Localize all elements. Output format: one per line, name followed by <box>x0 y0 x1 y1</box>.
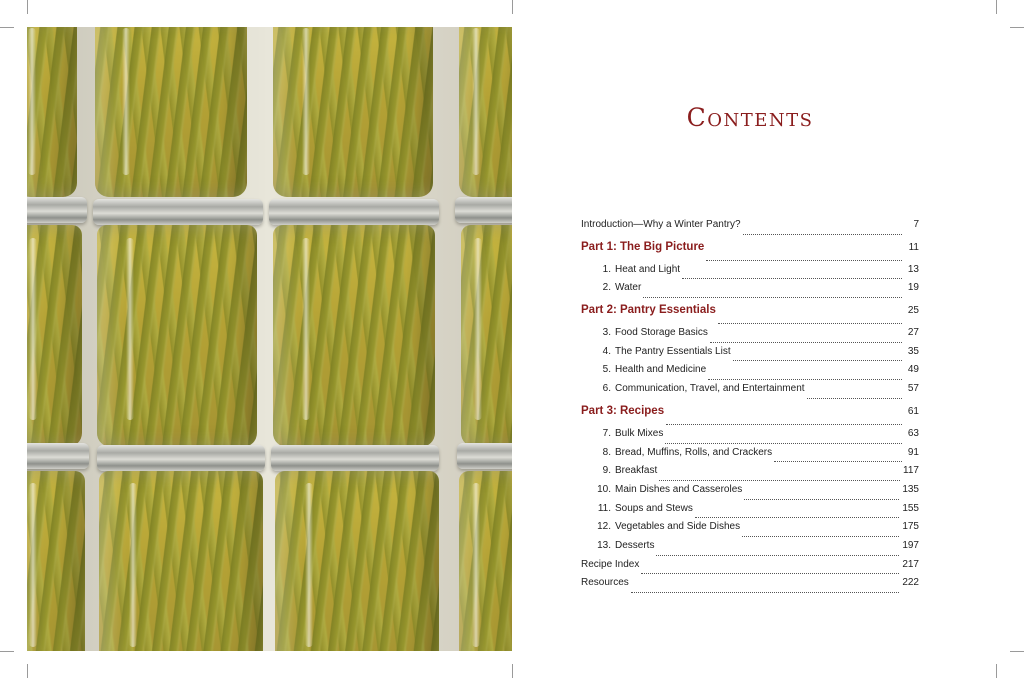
dot-leader <box>743 226 902 235</box>
toc-page-number: 217 <box>902 558 919 570</box>
toc-page-number: 222 <box>902 577 919 589</box>
toc-entry-number: 1. <box>602 263 611 275</box>
dot-leader <box>682 270 902 279</box>
toc-entry-label: Bulk Mixes <box>615 427 664 439</box>
toc-page-number: 19 <box>907 282 919 294</box>
crop-mark <box>0 651 14 652</box>
dot-leader <box>807 390 902 399</box>
toc-page-number: 91 <box>907 446 919 458</box>
jar-rim <box>269 199 439 225</box>
crop-mark <box>27 0 28 14</box>
dot-leader <box>666 416 902 425</box>
toc-entry-row <box>581 282 919 301</box>
jar-rim <box>27 197 87 223</box>
dot-leader <box>733 352 902 361</box>
page-title: Contents <box>686 102 814 132</box>
jar <box>461 225 512 447</box>
toc-entry-label: Resources <box>581 577 629 589</box>
jars-photo <box>27 27 512 651</box>
dot-leader <box>718 315 902 324</box>
toc-entry-label: Breakfast <box>615 465 658 477</box>
toc-entry-number: 13. <box>597 539 611 551</box>
jar <box>95 27 247 197</box>
toc-entry-number: 3. <box>602 327 611 339</box>
jar <box>27 27 77 197</box>
crop-mark <box>996 664 997 678</box>
dot-leader <box>631 584 900 593</box>
dot-leader <box>643 289 902 298</box>
toc-page-number: 11 <box>908 241 919 253</box>
dot-leader <box>706 252 902 261</box>
crop-mark <box>996 0 997 14</box>
toc-page-number: 27 <box>907 327 919 339</box>
toc-part-row <box>581 402 919 428</box>
toc-page-number: 175 <box>902 521 919 533</box>
toc-entry-label: Soups and Stews <box>615 502 693 514</box>
toc-part-row <box>581 301 919 327</box>
toc-entry-row <box>581 521 919 540</box>
toc-entry-number: 8. <box>602 446 611 458</box>
crop-mark <box>0 27 14 28</box>
toc-page-number: 49 <box>907 364 919 376</box>
crop-mark <box>512 0 513 14</box>
dot-leader <box>742 528 899 537</box>
toc-page-number: 25 <box>907 305 919 317</box>
dot-leader <box>774 453 902 462</box>
toc-entry-row <box>581 447 919 466</box>
crop-mark <box>1010 27 1024 28</box>
toc-entry-number: 9. <box>602 465 611 477</box>
toc-entry-row <box>581 346 919 365</box>
toc-entry-row <box>581 484 919 503</box>
dot-leader <box>710 334 902 343</box>
toc-page-number: 117 <box>903 465 919 477</box>
toc-page-number: 7 <box>913 219 919 230</box>
jar-rim <box>271 445 439 471</box>
toc-entry-number: 11. <box>597 502 611 514</box>
toc-entry-number: 7. <box>602 427 611 439</box>
jar <box>27 225 82 447</box>
toc-entry-row <box>581 364 919 383</box>
toc-entry-label: Part 3: Recipes <box>581 404 665 417</box>
toc-entry-label: Bread, Muffins, Rolls, and Crackers <box>615 446 773 458</box>
dot-leader <box>659 472 900 481</box>
table-of-contents <box>581 219 919 596</box>
crop-mark <box>512 664 513 678</box>
toc-page-number: 155 <box>902 502 919 514</box>
jar-rim <box>27 443 89 469</box>
toc-page-number: 61 <box>907 405 919 417</box>
toc-entry-label: Water <box>615 282 642 294</box>
toc-entry-label: Desserts <box>615 539 655 551</box>
jar <box>99 471 263 651</box>
toc-entry-label: The Pantry Essentials List <box>615 345 731 357</box>
dot-leader <box>744 491 899 500</box>
jar <box>275 471 439 651</box>
toc-entry-row <box>581 540 919 559</box>
toc-entry-number: 10. <box>597 483 611 495</box>
toc-page-number: 35 <box>907 345 919 357</box>
toc-entry-row <box>581 383 919 402</box>
toc-page-number: 135 <box>902 483 919 495</box>
crop-mark <box>27 664 28 678</box>
toc-entry-row <box>581 219 919 238</box>
dot-leader <box>665 435 902 444</box>
toc-part-row <box>581 238 919 264</box>
toc-entry-row <box>581 327 919 346</box>
toc-entry-label: Recipe Index <box>581 558 640 570</box>
toc-entry-label: Communication, Travel, and Entertainment <box>615 383 805 395</box>
toc-entry-label: Heat and Light <box>615 263 681 275</box>
toc-entry-row <box>581 503 919 522</box>
toc-entry-label: Introduction—Why a Winter Pantry? <box>581 219 741 230</box>
jar <box>459 471 512 651</box>
jar-rim <box>457 443 512 469</box>
toc-entry-number: 4. <box>602 345 611 357</box>
dot-leader <box>708 371 902 380</box>
toc-entry-row <box>581 465 919 484</box>
toc-page-number: 13 <box>907 263 919 275</box>
toc-entry-number: 2. <box>602 282 611 294</box>
toc-entry-label: Part 1: The Big Picture <box>581 240 705 253</box>
toc-entry-label: Part 2: Pantry Essentials <box>581 304 716 317</box>
jar <box>27 471 85 651</box>
jar-rim <box>97 445 265 471</box>
jar-rim <box>93 199 263 225</box>
jar <box>273 225 435 447</box>
toc-page-number: 57 <box>907 383 919 395</box>
toc-page-number: 197 <box>902 539 919 551</box>
jar <box>273 27 433 197</box>
toc-entry-label: Health and Medicine <box>615 364 707 376</box>
toc-entry-number: 12. <box>597 521 611 533</box>
dot-leader <box>641 565 899 574</box>
toc-page-number: 63 <box>907 427 919 439</box>
toc-entry-label: Vegetables and Side Dishes <box>615 521 741 533</box>
toc-entry-row <box>581 559 919 578</box>
jar-rim <box>455 197 512 223</box>
toc-entry-number: 6. <box>602 383 611 395</box>
jar <box>97 225 257 447</box>
toc-entry-number: 5. <box>602 364 611 376</box>
jar <box>459 27 512 197</box>
toc-entry-row <box>581 264 919 283</box>
toc-entry-row <box>581 577 919 596</box>
dot-leader <box>656 547 899 556</box>
toc-entry-label: Main Dishes and Casseroles <box>615 483 743 495</box>
dot-leader <box>695 509 899 518</box>
crop-mark <box>1010 651 1024 652</box>
toc-entry-label: Food Storage Basics <box>615 327 708 339</box>
toc-entry-row <box>581 428 919 447</box>
